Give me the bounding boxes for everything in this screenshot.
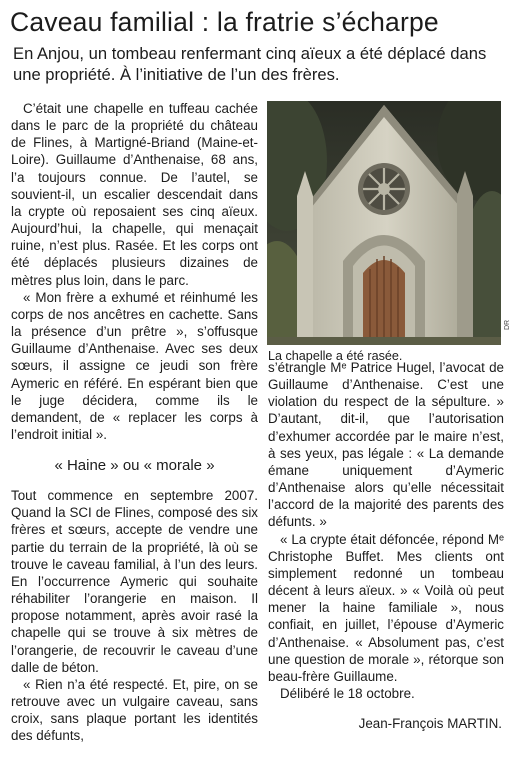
paragraph: Délibéré le 18 octobre. xyxy=(280,685,415,701)
article-column-left xyxy=(11,100,258,744)
paragraph: s’étrangle Mᵉ Patrice Hugel, l’avocat de Guillaume d’Anthenaise. C’est une violation du respect de la sépulture. » D’autant, dit-il, que l’autorisation d’exhumer accordée par le maire n’est, à ses yeux, pas légale : « La demande émane uniquement d’Aymeric d’Anthenaise alors qu’elle nécessitait l’accord de la majorité des parents des défunts. » xyxy=(268,360,504,530)
lede: En Anjou, un tombeau renfermant cinq aïeux a été déplacé dans une propriété. À l’initiative de l’un des frères. xyxy=(13,44,487,84)
chapel-photo xyxy=(267,101,501,345)
article-column-right xyxy=(268,359,504,732)
paragraph: « Rien n’a été respecté. Et, pire, on se retrouve avec un vulgaire caveau, sans croix, sans plaque portant les identités des défunts, xyxy=(11,676,258,744)
author-signature: Jean-François MARTIN. xyxy=(358,716,502,732)
photo-credit: DR xyxy=(504,319,511,330)
paragraph: « La crypte était défoncée, répond Mᵉ Christophe Buffet. Mes clients ont simplement redonné un tombeau décent à leurs aïeux. » « Voilà où peut mener la haine familiale », nous confiait, en juillet, l’épouse d’Aymeric d’Anthenaise. « Absolument pas, c’est une question de morale », rétorque son beau-frère Guillaume. xyxy=(268,531,504,684)
paragraph: « Mon frère a exhumé et réinhumé les corps de nos ancêtres en cachette. Sans la présence d’un prêtre », s’offusque Guillaume d’Anthenaise. Avec ses deux sœurs, il assigne ce jeudi son frère Aymeric en référé. En espérant bien que le juge décidera, comme ils le demandent, de « replacer les corps à l’endroit initial ». xyxy=(11,289,258,442)
paragraph: C’était une chapelle en tuffeau cachée dans le parc de la propriété du château de Flines, à Martigné-Briand (Maine-et-Loire). Guillaume d’Anthenaise, 68 ans, l’a toujours connue. De l’autel, se souvient-il, un escalier descendait dans la crypte où reposaient ses cinq aïeux. Aujourd’hui, la chapelle, qui menaçait ruine, n’est plus. Rasée. Et les corps ont été déplacés plusieurs dizaines de mètres plus loin, dans le parc. xyxy=(11,101,258,288)
headline: Caveau familial : la fratrie s’écharpe xyxy=(10,7,439,37)
photo-caption: La chapelle a été rasée. xyxy=(268,349,403,363)
paragraph: Tout commence en septembre 2007. Quand la SCI de Flines, composé des six frères et sœurs, accepte de vendre une partie du terrain de la propriété, là où se trouve le caveau familial, à l’un des leurs. En l’occurrence Aymeric qui souhaite réhabiliter l’orangerie en maison. Il propose notamment, après avoir rasé la chapelle qui se trouve à six mètres de l’orangerie, de recouvrir le caveau d’une dalle de béton. xyxy=(11,488,258,675)
subheading: « Haine » ou « morale » xyxy=(54,457,215,475)
chapel-illustration xyxy=(267,101,501,345)
